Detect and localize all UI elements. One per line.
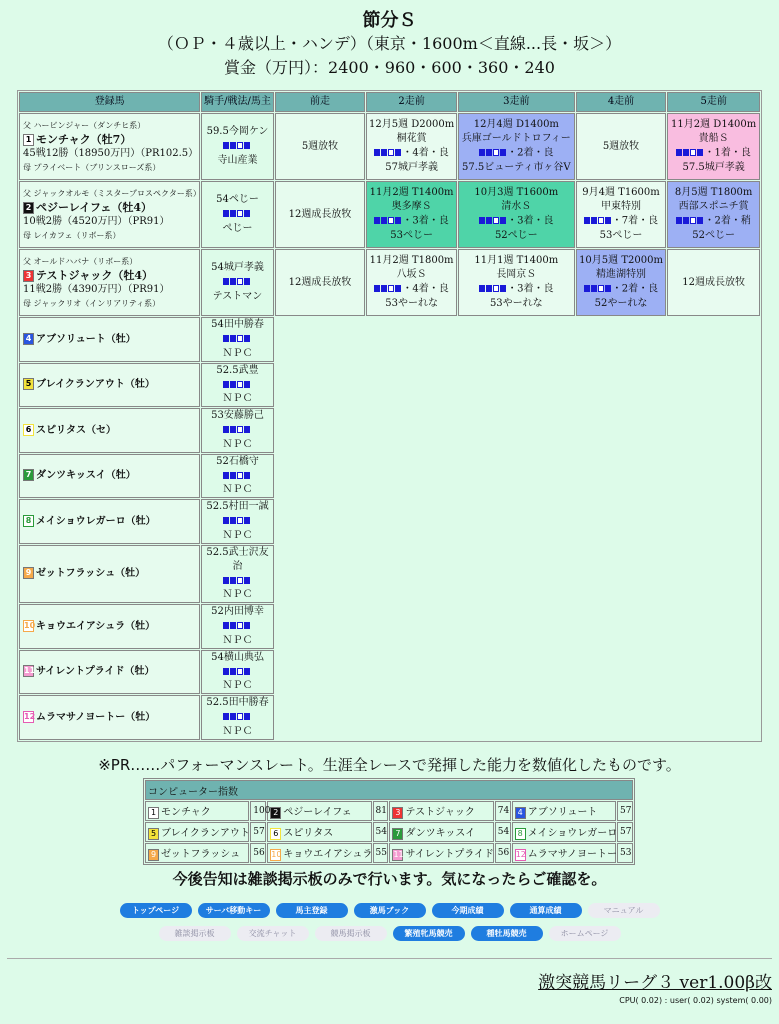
race-name: 長岡京Ｓ bbox=[496, 269, 537, 281]
index-row bbox=[145, 843, 633, 863]
horse-record: 10戦2勝（4520万円）（PR91） bbox=[23, 215, 170, 227]
horse-cell bbox=[19, 454, 200, 499]
tactic-marks bbox=[223, 514, 251, 528]
race-jockey: 52ぺじー bbox=[692, 229, 736, 241]
jockey-name: 54田中勝春 bbox=[211, 319, 264, 330]
index-score: 55 bbox=[373, 843, 389, 863]
empty-cell bbox=[275, 499, 760, 544]
horse-name[interactable]: ブレイクランアウト（牡） bbox=[36, 379, 155, 391]
post-number-badge: 7 bbox=[23, 469, 34, 481]
post-number-badge: 1 bbox=[148, 807, 159, 819]
horse-cell bbox=[19, 113, 200, 180]
index-score: 54 bbox=[373, 822, 389, 842]
index-score: 56 bbox=[250, 843, 266, 863]
table-row bbox=[19, 249, 760, 316]
jockey-name: 52石橋守 bbox=[216, 455, 259, 467]
race-date-distance: 11月2週 T1800m bbox=[369, 255, 454, 267]
race-date-distance: 11月1週 T1400m bbox=[474, 255, 559, 267]
race-result: ・4着・良 bbox=[402, 283, 449, 295]
horse-name[interactable]: アブソリュート（牡） bbox=[36, 333, 136, 345]
race-result: ・3着・良 bbox=[402, 215, 449, 227]
index-horse-cell bbox=[267, 801, 371, 821]
jockey-name: 54横山典弘 bbox=[211, 651, 264, 663]
tactic-marks bbox=[584, 282, 612, 296]
footer-divider bbox=[7, 958, 772, 959]
post-number-badge: 11 bbox=[24, 666, 36, 676]
race-jockey: 53ぺじー bbox=[599, 229, 643, 241]
tactic-marks bbox=[374, 214, 402, 228]
race-date-distance: 8月5週 T1800m bbox=[674, 187, 753, 199]
jockey-cell bbox=[201, 408, 273, 453]
index-score: 100 bbox=[250, 801, 266, 821]
post-number-badge: 6 bbox=[270, 828, 281, 840]
index-horse-name[interactable]: メイショウレガーロ bbox=[527, 828, 618, 840]
column-header: 騎手/戦法/馬主 bbox=[201, 92, 273, 112]
owner-name: ＮＰＣ bbox=[222, 438, 253, 450]
jockey-name: 59.5今岡ケン bbox=[206, 126, 269, 138]
race-date-distance: 10月5週 T2000m bbox=[579, 255, 663, 267]
brand-link[interactable]: 激突競馬リーグ３ ver1.00β改 bbox=[538, 973, 772, 993]
post-number-badge: 6 bbox=[23, 424, 34, 436]
owner-name: ぺじー bbox=[222, 222, 253, 234]
column-header: 登録馬 bbox=[19, 92, 200, 112]
tactic-marks bbox=[223, 332, 251, 346]
post-number-badge: 4 bbox=[515, 807, 526, 819]
race-cell[interactable] bbox=[667, 181, 760, 248]
index-horse-cell bbox=[512, 843, 616, 863]
column-header: 3走前 bbox=[458, 92, 575, 112]
nav-buttons-row-1 bbox=[0, 898, 779, 918]
nav-button[interactable]: 通算成績 bbox=[510, 903, 582, 918]
race-name: 貴船Ｓ bbox=[698, 133, 729, 145]
race-cell[interactable] bbox=[366, 249, 457, 316]
index-score: 57 bbox=[617, 801, 633, 821]
index-horse-name[interactable]: ブレイクランアウト bbox=[161, 828, 250, 840]
jockey-name: 52内田博幸 bbox=[211, 606, 264, 617]
index-horse-cell bbox=[512, 822, 616, 842]
owner-name: ＮＰＣ bbox=[222, 634, 253, 646]
horse-cell bbox=[19, 650, 200, 695]
race-jockey: 52ぺじー bbox=[494, 229, 538, 241]
race-jockey: 53ぺじー bbox=[390, 229, 433, 241]
jockey-name: 52.5村田一誠 bbox=[206, 501, 269, 512]
jockey-name: 52.5武士沢友治 bbox=[206, 546, 269, 572]
tactic-marks bbox=[223, 139, 251, 153]
index-horse-cell bbox=[145, 843, 249, 863]
jockey-cell bbox=[201, 317, 273, 362]
race-jockey: 53やーれな bbox=[489, 297, 543, 309]
race-cell[interactable] bbox=[667, 113, 760, 180]
index-horse-name[interactable]: キョウエイアシュラ bbox=[283, 849, 373, 861]
owner-name: テストマン bbox=[212, 290, 263, 302]
jockey-name: 54ペじー bbox=[216, 194, 259, 206]
jockey-cell bbox=[201, 454, 273, 499]
owner-name: ＮＰＣ bbox=[222, 589, 253, 600]
horse-name[interactable]: ペジーレイフェ（牡4） bbox=[36, 200, 153, 214]
race-cell[interactable] bbox=[458, 249, 575, 316]
sire: 父 オールドハバナ（リボー系） bbox=[23, 256, 138, 266]
empty-cell bbox=[275, 408, 760, 453]
horse-cell bbox=[19, 363, 200, 408]
horse-cell bbox=[19, 545, 200, 604]
owner-name: ＮＰＣ bbox=[222, 680, 253, 691]
race-cell[interactable] bbox=[576, 181, 667, 248]
empty-cell bbox=[275, 545, 760, 604]
nav-button[interactable]: 交流チャット bbox=[237, 926, 309, 941]
nav-button[interactable]: 激馬ブック bbox=[354, 903, 426, 918]
dam: 母 レイカフェ（リボー系） bbox=[23, 230, 121, 240]
index-score: 54 bbox=[495, 822, 511, 842]
post-number-badge: 4 bbox=[23, 333, 34, 345]
jockey-cell bbox=[201, 650, 273, 695]
tactic-marks bbox=[223, 469, 251, 483]
empty-cell bbox=[275, 317, 760, 362]
post-number-badge: 3 bbox=[23, 270, 34, 282]
page-header bbox=[0, 0, 779, 80]
rest-text: 5週放牧 bbox=[602, 140, 640, 152]
race-result: ・2着・良 bbox=[611, 283, 659, 295]
race-date-distance: 12月4週 D1400m bbox=[473, 119, 559, 131]
horse-cell bbox=[19, 499, 200, 544]
empty-cell bbox=[275, 650, 760, 695]
previous-race-cell: 12週成長放牧 bbox=[275, 249, 366, 316]
race-date-distance: 10月3週 T1600m bbox=[474, 187, 559, 199]
post-number-badge: 1 bbox=[23, 134, 34, 146]
tactic-marks bbox=[223, 423, 251, 437]
nav-button[interactable]: 繁殖牝馬競売 bbox=[393, 926, 465, 941]
tactic-marks bbox=[479, 146, 507, 160]
post-number-badge: 11 bbox=[393, 849, 404, 859]
horse-name[interactable]: モンチャク（牡7） bbox=[36, 132, 132, 146]
nav-button[interactable]: 馬主登録 bbox=[276, 903, 348, 918]
race-jockey: 57城戸孝義 bbox=[385, 161, 438, 173]
index-row bbox=[145, 801, 633, 821]
horse-name[interactable]: キョウエイアシュラ（牡） bbox=[36, 620, 156, 632]
index-horse-name[interactable]: ペジーレイフェ bbox=[283, 807, 352, 819]
jockey-name: 53安藤勝己 bbox=[211, 410, 264, 421]
jockey-name: 52.5武豊 bbox=[216, 364, 259, 376]
nav-button[interactable]: 今期成績 bbox=[432, 903, 504, 918]
index-horse-cell bbox=[145, 801, 249, 821]
table-row bbox=[19, 604, 760, 649]
horse-name[interactable]: サイレントプライド（牡） bbox=[36, 666, 155, 678]
jockey-cell bbox=[201, 695, 273, 740]
index-horse-name[interactable]: ダンツキッスイ bbox=[405, 828, 476, 840]
index-horse-name[interactable]: テストジャック bbox=[405, 807, 475, 819]
horse-record: 45戦12勝（18950万円）（PR102.5） bbox=[23, 147, 199, 159]
race-title: 節分Ｓ bbox=[362, 10, 417, 31]
owner-name: ＮＰＣ bbox=[222, 725, 253, 737]
tactic-marks bbox=[223, 619, 251, 633]
table-row bbox=[19, 454, 760, 499]
horse-cell bbox=[19, 695, 200, 740]
column-header: 2走前 bbox=[366, 92, 457, 112]
horse-cell bbox=[19, 181, 200, 248]
horse-name[interactable]: ダンツキッスイ（牡） bbox=[36, 470, 136, 482]
race-jockey: 57.5城戸孝義 bbox=[682, 161, 745, 173]
post-number-badge: 9 bbox=[23, 567, 34, 579]
tactic-marks bbox=[584, 214, 612, 228]
post-number-badge: 5 bbox=[23, 378, 34, 390]
rest-text: 12週成長放牧 bbox=[682, 276, 746, 288]
index-horse-cell bbox=[389, 822, 493, 842]
post-number-badge: 2 bbox=[270, 807, 281, 819]
post-number-badge: 5 bbox=[148, 828, 159, 840]
index-score: 57 bbox=[250, 822, 266, 842]
horse-name[interactable]: スピリタス（セ） bbox=[36, 424, 116, 436]
dam: 母 プライベート（ブリンスローズ系） bbox=[23, 162, 161, 172]
cpu-usage: CPU( 0.02) : user( 0.02) system( 0.00) bbox=[619, 996, 772, 1005]
jockey-cell bbox=[201, 604, 273, 649]
race-date-distance: 9月4週 T1600m bbox=[582, 187, 660, 199]
jockey-cell bbox=[201, 545, 273, 604]
owner-name: ＮＰＣ bbox=[222, 347, 253, 359]
index-horse-name[interactable]: サイレントプライド bbox=[405, 849, 494, 861]
tactic-marks bbox=[223, 665, 251, 679]
index-horse-cell bbox=[145, 822, 249, 842]
column-header: 4走前 bbox=[576, 92, 667, 112]
post-number-badge: 7 bbox=[392, 828, 403, 840]
index-score: 74 bbox=[495, 801, 511, 821]
pr-note: ※PR……パフォーマンスレート。生涯全レースで発揮した能力を数値化したものです。 bbox=[98, 756, 681, 774]
post-number-badge: 9 bbox=[148, 849, 159, 861]
index-horse-cell bbox=[267, 822, 371, 842]
tactic-marks bbox=[479, 282, 507, 296]
column-header: 5走前 bbox=[667, 92, 760, 112]
race-cell[interactable] bbox=[458, 113, 575, 180]
column-header: 前走 bbox=[275, 92, 366, 112]
empty-cell bbox=[275, 363, 760, 408]
index-score: 81 bbox=[373, 801, 389, 821]
index-horse-name[interactable]: ゼットフラッシュ bbox=[161, 849, 241, 861]
nav-button[interactable]: トップページ bbox=[120, 903, 192, 918]
race-result: ・7着・良 bbox=[611, 215, 659, 227]
owner-name: 寺山産業 bbox=[217, 154, 258, 166]
nav-button[interactable]: 競馬掲示板 bbox=[315, 926, 387, 941]
race-result: ・3着・良 bbox=[507, 215, 554, 227]
table-row bbox=[19, 408, 760, 453]
index-horse-cell bbox=[389, 801, 493, 821]
tactic-marks bbox=[374, 282, 402, 296]
post-number-badge: 8 bbox=[23, 515, 34, 527]
race-name: 清水Ｓ bbox=[501, 201, 532, 213]
nav-button[interactable]: 種牡馬競売 bbox=[471, 926, 543, 941]
race-name: 奥多摩Ｓ bbox=[391, 201, 432, 213]
race-prize: 賞金（万円）：2400・960・600・360・240 bbox=[224, 58, 555, 77]
race-date-distance: 12月5週 D2000m bbox=[369, 119, 455, 131]
index-score: 53 bbox=[617, 843, 633, 863]
dam: 母 ジャックリオ（インリアリティ系） bbox=[23, 298, 161, 308]
table-row bbox=[19, 499, 760, 544]
index-score: 57 bbox=[617, 822, 633, 842]
table-row bbox=[19, 363, 760, 408]
race-name: 甲東特別 bbox=[601, 201, 641, 213]
table-header-row bbox=[19, 92, 760, 112]
empty-cell bbox=[275, 604, 760, 649]
race-result: ・2着・稍 bbox=[704, 215, 751, 227]
owner-name: ＮＰＣ bbox=[222, 529, 253, 541]
post-number-badge: 2 bbox=[23, 202, 34, 214]
race-name: 桐花賞 bbox=[396, 133, 427, 145]
race-result: ・4着・良 bbox=[402, 147, 449, 159]
notice-text: 今後告知は雑談掲示板のみで行います。気になったらご確認を。 bbox=[172, 870, 607, 888]
entry-table bbox=[17, 90, 762, 742]
horse-record: 11戦2勝（4390万円）（PR91） bbox=[23, 283, 170, 295]
post-number-badge: 12 bbox=[515, 849, 526, 859]
tactic-marks bbox=[223, 275, 251, 289]
race-date-distance: 11月2週 T1400m bbox=[369, 187, 454, 199]
horse-cell bbox=[19, 408, 200, 453]
previous-race-cell: 12週成長放牧 bbox=[275, 181, 366, 248]
jockey-cell bbox=[201, 363, 273, 408]
post-number-badge: 3 bbox=[392, 807, 403, 819]
horse-cell bbox=[19, 249, 200, 316]
post-number-badge: 8 bbox=[515, 828, 526, 840]
index-horse-cell bbox=[512, 801, 616, 821]
table-row bbox=[19, 113, 760, 180]
jockey-cell bbox=[201, 113, 273, 180]
nav-button[interactable]: マニュアル bbox=[588, 903, 660, 918]
jockey-name: 54城戸孝義 bbox=[211, 262, 264, 274]
nav-button[interactable]: サーバ移動キー bbox=[198, 903, 270, 918]
tactic-marks bbox=[223, 378, 251, 392]
race-name: 精進湖特別 bbox=[596, 269, 646, 281]
sire: 父 ハービンジャー（ダンチヒ系） bbox=[23, 120, 146, 130]
jockey-cell bbox=[201, 249, 273, 316]
race-cell[interactable] bbox=[576, 249, 667, 316]
tactic-marks bbox=[676, 146, 704, 160]
index-horse-name[interactable]: スピリタス bbox=[283, 828, 334, 840]
race-cell[interactable] bbox=[458, 181, 575, 248]
race-name: 八坂Ｓ bbox=[396, 269, 427, 281]
horse-name[interactable]: テストジャック（牡4） bbox=[36, 268, 153, 282]
race-result: ・2着・良 bbox=[507, 147, 554, 159]
table-row bbox=[19, 650, 760, 695]
race-cell bbox=[576, 113, 667, 180]
post-number-badge: 10 bbox=[24, 620, 36, 630]
index-horse-name[interactable]: アブソリュート bbox=[527, 807, 598, 819]
race-cell[interactable] bbox=[366, 113, 457, 180]
horse-cell bbox=[19, 317, 200, 362]
index-horse-name[interactable]: ムラマサノヨートー bbox=[527, 849, 618, 861]
nav-buttons-row-2 bbox=[0, 921, 779, 941]
race-jockey: 53やーれな bbox=[385, 297, 438, 309]
tactic-marks bbox=[223, 710, 251, 724]
post-number-badge: 12 bbox=[24, 711, 36, 721]
previous-race-cell: 5週放牧 bbox=[275, 113, 366, 180]
race-name: 西部スポニチ賞 bbox=[678, 201, 749, 213]
horse-name[interactable]: ゼットフラッシュ（牡） bbox=[36, 568, 146, 580]
tactic-marks bbox=[479, 214, 507, 228]
index-horse-cell bbox=[389, 843, 493, 863]
index-horse-name[interactable]: モンチャク bbox=[161, 807, 211, 819]
jockey-cell bbox=[201, 499, 273, 544]
sire: 父 ジャックオルモ（ミスタープロスペクター系） bbox=[23, 188, 201, 198]
race-date-distance: 11月2週 D1400m bbox=[671, 119, 757, 131]
race-jockey: 52やーれな bbox=[594, 297, 648, 309]
nav-button[interactable]: 雑談掲示板 bbox=[159, 926, 231, 941]
table-row bbox=[19, 181, 760, 248]
jockey-name: 52.5田中勝春 bbox=[206, 697, 269, 708]
race-jockey: 57.5ビューティ市ヶ谷V bbox=[461, 161, 571, 173]
race-result: ・3着・良 bbox=[507, 283, 554, 295]
empty-cell bbox=[275, 695, 760, 740]
table-row bbox=[19, 317, 760, 362]
horse-name[interactable]: メイショウレガーロ（牡） bbox=[36, 515, 156, 527]
computer-index-title: コンピューター指数 bbox=[145, 780, 633, 800]
table-row bbox=[19, 695, 760, 740]
index-horse-cell bbox=[267, 843, 371, 863]
jockey-cell bbox=[201, 181, 273, 248]
horse-name[interactable]: ムラマサノヨートー（牡） bbox=[36, 711, 156, 723]
index-score: 56 bbox=[495, 843, 511, 863]
empty-cell bbox=[275, 454, 760, 499]
post-number-badge: 10 bbox=[271, 849, 282, 859]
computer-index-table bbox=[143, 778, 635, 865]
horse-cell bbox=[19, 604, 200, 649]
tactic-marks bbox=[223, 574, 251, 588]
table-row bbox=[19, 545, 760, 604]
race-result: ・1着・良 bbox=[704, 147, 751, 159]
tactic-marks bbox=[676, 214, 704, 228]
race-name: 兵庫ゴールドトロフィー bbox=[461, 133, 571, 145]
index-row bbox=[145, 822, 633, 842]
owner-name: ＮＰＣ bbox=[222, 393, 253, 404]
nav-button[interactable]: ホームページ bbox=[549, 926, 621, 941]
race-cell[interactable] bbox=[366, 181, 457, 248]
tactic-marks bbox=[374, 146, 402, 160]
owner-name: ＮＰＣ bbox=[222, 484, 253, 495]
race-conditions: （ＯＰ・４歳以上・ハンデ）（東京・1600m＜直線...長・坂＞） bbox=[157, 34, 622, 53]
race-cell bbox=[667, 249, 760, 316]
tactic-marks bbox=[223, 207, 251, 221]
